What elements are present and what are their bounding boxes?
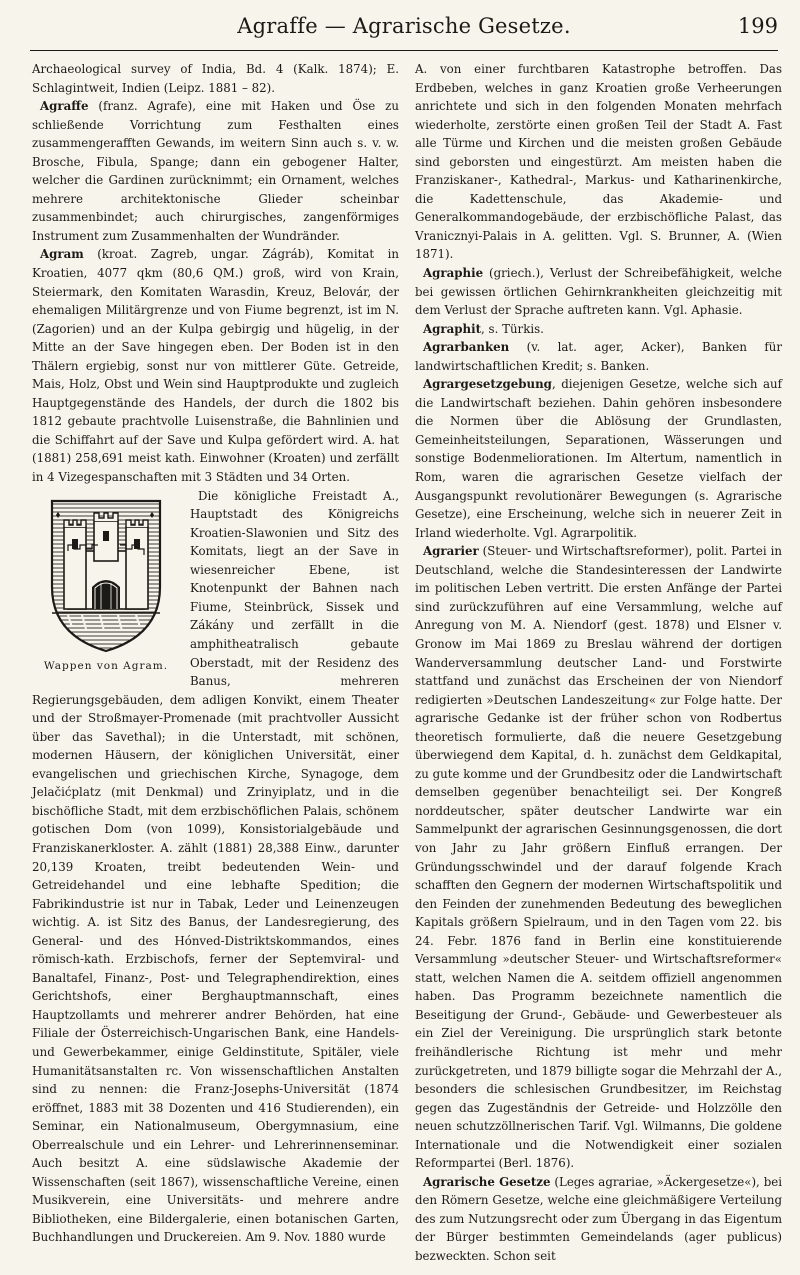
entry-agraffe [32, 97, 399, 245]
headword-agrargesetzgebung: Agrargesetzgebung [423, 377, 552, 392]
headword-agram: Agram [40, 247, 84, 262]
entry-agrarische-gesetze-text: (Leges agrariae, »Äckergesetze«), bei den Römern Gesetze, welche eine gleichmäßigere Verteilung des zum Nutzungsrecht oder zum Übergang in das Eigentum der Bürger bestimmten Gemeindelands (ager publicus) bezweckten. Schon seit [415, 1174, 782, 1263]
entry-agrarier-text: (Steuer- und Wirtschaftsreformer), polit. Partei in Deutschland, welche die Standesinteressen der Landwirte im politischen Leben vertritt. Die ersten Anfänge der Partei sind zurückzuführen auf eine Versammlung, welche auf Anregung von M. A. Niendorf (gest. 1878) und Elsner v. Gronow im Mai 1869 zu Breslau während der dortigen Wanderversammlung deutscher Land- und Forstwirte stattfand und zunächst das Erscheinen der von Niendorf redigierten »Deutschen Landeszeitung« zur Folge hatte. Der agrarische Gedanke ist der früher schon von Rodbertus theoretisch formulierte, daß die neuere Gesetzgebung überwiegend dem Kapital, d. h. zunächst dem Geldkapital, zu gute komme und der Grundbesitz oder die Landwirtschaft demselben gegenüber benachteiligt sei. Der Kongreß norddeutscher, später deutscher Landwirte war ein Sammelpunkt der agrarischen Gesinnungsgenossen, die dort von Jahr zu Jahr größern Einfluß errangen. Der Gründungsschwindel und der darauf folgende Krach schafften den Gegnern der modernen Wirtschaftspolitik und den Feinden der zunehmenden Bedeutung des beweglichen Kapitals größern Spielraum, und in den Tagen vom 22. bis 24. Febr. 1876 fand in Berlin eine konstituierende Versammlung »deutscher Steuer- und Wirtschaftsreformer« statt, welchen Namen die A. seitdem offiziell angenommen haben. Das Programm bezeichnete namentlich die Beseitigung der Grund-, Gebäude- und Gewerbesteuer als ein Ziel der Vereinigung. Die ursprünglich stark betonte freihändlerische Richtung ist mehr und mehr zurückgetreten, und 1879 billigte sogar die Mehrzahl der A., besonders die schlesischen Grundbesitzer, im Reichstag gegen das Zugeständnis der Getreide- und Holzzölle den neuen schutzzöllnerischen Tarif. Vgl. Wilmanns, Die goldene Internationale und die Notwendigkeit einer sozialen Reformpartei (Berl. 1876). [415, 544, 782, 1171]
entry-agraphit [415, 320, 782, 339]
entry-agraphie [415, 264, 782, 320]
entry-agrarische-gesetze [415, 1173, 782, 1266]
entry-agrargesetzgebung [415, 375, 782, 542]
coat-of-arms-caption: Wappen von Agram. [43, 659, 169, 672]
entry-agram-text: (kroat. Zagreb, ungar. Zágráb), Komitat in Kroatien, 4077 qkm (80,6 QM.) groß, wird von Krain, Steiermark, den Komitaten Warasdin, Kreuz, Belovár, der ehemaligen Militärgrenze und von Fiume begrenzt, ist im N. (Zagorien) und an der Kulpa gebirgig und hügelig, in der Mitte an der Save hingegen eben. Der Boden ist in den Thälern ergiebig, sonst nur von mittlerer Güte. Getreide, Mais, Holz, Obst und Wein sind Hauptprodukte und zugleich Hauptgegenstände des Handels, der durch die 1802 bis 1812 gebaute prachtvolle Luisenstraße, die Bahnlinien und die Schiffahrt auf der Save und Kulpa gefördert wird. A. hat (1881) 258,691 meist kath. Einwohner (Kroaten) und zerfällt in 4 Vizegespanschaften mit 3 Städten und 34 Orten. [32, 247, 399, 485]
headword-agraphit: Agraphit [423, 321, 482, 336]
right-column [415, 60, 782, 1266]
headword-agrarier: Agrarier [423, 544, 479, 559]
coat-of-arms-figure [30, 495, 182, 683]
headword-agrarbanken: Agrarbanken [423, 340, 510, 355]
entry-agrarbanken [415, 338, 782, 375]
entry-agraphie-text: (griech.), Verlust der Schreibefähigkeit, welche bei gewissen örtlichen Gehirnkrankheiten gleichzeitig mit dem Verlust der Sprache auftreten kann. Vgl. Aphasie. [415, 266, 782, 318]
entry-agrarier [415, 542, 782, 1173]
entry-agraphit-text: , s. Türkis. [481, 321, 544, 336]
header-rule [30, 50, 778, 51]
entry-agraffe-text: (franz. Agrafe), eine mit Haken und Öse zu schließende Vorrichtung zum Festhalten eines zusammengerafften Gewands, im weitern Sinn auch s. v. w. Brosche, Fibula, Spange; dann ein gebogener Halter, welcher die Gardinen zurücknimmt; ein Ornament, welches mehrere architektonische Glieder scheinbar zusammenbindet; auch chirurgisches, zangenförmiges Instrument zum Zusammenhalten der Wundränder. [32, 99, 399, 243]
headword-agraffe: Agraffe [40, 99, 89, 114]
page-header [30, 14, 778, 46]
paragraph-archaeological-survey: Archaeological survey of India, Bd. 4 (Kalk. 1874); E. Schlagintweit, Indien (Leipz. 1881 – 82). [32, 62, 399, 95]
paragraph-earthquake: A. von einer furchtbaren Katastrophe betroffen. Das Erdbeben, welches in ganz Kroatien große Verheerungen anrichtete und sich in den folgenden Monaten mehrfach wiederholte, zerstörte einen großen Teil der Stadt A. Fast alle Türme und Kirchen und die meisten großen Gebäude sind geborsten und eingestürzt. Am meisten haben die Franziskaner-, Kathedral-, Markus- und Katharinenkirche, die Kadettenschule, das Akademie- und Generalkommandogebäude, der erzbischöfliche Palast, das Vranicznyi-Palais in A. gelitten. Vgl. S. Brunner, A. (Wien 1871). [415, 62, 782, 262]
headword-agraphie: Agraphie [423, 266, 484, 281]
running-title: Agraffe — Agrarische Gesetze. [237, 14, 571, 38]
entry-agram [32, 245, 399, 486]
entry-agrargesetzgebung-text: , diejenigen Gesetze, welche sich auf die Landwirtschaft beziehen. Dahin gehören insbesondere die Normen über die Ablösung der Grundlasten, Gemeinheitsteilungen, Separationen, Wässerungen und sonstige Bodenmeliorationen. Im Altertum, namentlich in Rom, waren die agrarischen Gesetze vielfach der Ausgangspunkt revolutionärer Bewegungen (s. Agrarische Gesetze), eine Erscheinung, welche sich in neuerer Zeit in Irland wiederholte. Vgl. Agrarpolitik. [415, 377, 782, 540]
headword-agrarische-gesetze: Agrarische Gesetze [423, 1174, 551, 1189]
paragraph-freistadt-agram: Die königliche Freistadt A., Hauptstadt des Königreichs Kroatien-Slawonien und Sitz des Komitats, liegt an der Save in wiesenreicher Ebene, ist Knotenpunkt der Bahnen nach Fiume, Steinbrück, Sissek und Zákány und zerfällt in die amphitheatralisch gebaute Oberstadt, mit der Residenz des Banus, mehreren Regierungsgebäuden, dem adligen Konvikt, einem Theater und der Stroßmayer-Promenade (mit prachtvoller Aussicht über das Savethal); in die Unterstadt, mit schönen, modernen Häusern, der königlichen Universität, einer evangelischen und griechischen Kirche, Synagoge, dem Jelačićplatz (mit Denkmal) und Zrinyiplatz, und in die bischöfliche Stadt, mit dem erzbischöflichen Palais, schönem gotischen Dom (von 1099), Konsistorialgebäude und Franziskanerkloster. A. zählt (1881) 28,388 Einw., darunter 20,139 Kroaten, treibt bedeutenden Wein- und Getreidehandel und eine lebhafte Spedition; die Fabrikindustrie ist nur in Tabak, Leder und Leinenzeugen wichtig. A. ist Sitz des Banus, der Landesregierung, des General- und des Hónved-Distriktskommandos, eines römisch-kath. Erzbischofs, ferner der Septemviral- und Banaltafel, Finanz-, Post- und Telegraphendirektion, eines Gerichtshofs, einer Berghauptmannschaft, eines Hauptzollamts und mehrerer andrer Behörden, hat eine Filiale der Österreichisch-Ungarischen Bank, eine Handels- und Gewerbekammer, einige Geldinstitute, Spitäler, viele Humanitätsanstalten rc. Von wissenschaftlichen Anstalten sind zu nennen: die Franz-Josephs-Universität (1874 eröffnet, 1883 mit 38 Dozenten und 416 Studierenden), ein Seminar, ein Nationalmuseum, Obergymnasium, eine Oberrealschule und ein Lehrer- und Lehrerinnenseminar. Auch besitzt A. eine südslawische Akademie der Wissenschaften (seit 1867), wissenschaftliche Vereine, einen Musikverein, eine Universitäts- und mehrere andre Bibliotheken, eine Bildergalerie, einen botanischen Garten, Buchhandlungen und Druckereien. Am 9. Nov. 1880 wurde [32, 488, 399, 1245]
page-number: 199 [737, 14, 778, 38]
entry-agrarbanken-text: (v. lat. ager, Acker), Banken für landwirtschaftlichen Kredit; s. Banken. [415, 340, 782, 373]
left-column [32, 60, 399, 1247]
coat-of-arms-image [46, 495, 166, 655]
